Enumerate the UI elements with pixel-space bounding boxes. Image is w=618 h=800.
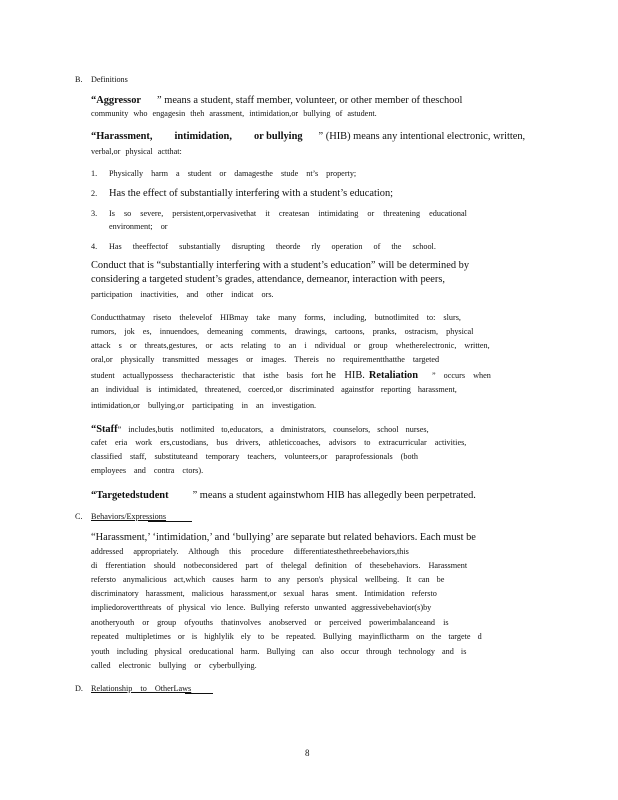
staff-definition-line1 (91, 423, 429, 436)
section-c-letter: C. (75, 512, 83, 521)
list-item-number: 1. (91, 169, 98, 178)
aggressor-def-text: ” means a student, staff member, volunteer, or other member of theschool (157, 95, 463, 106)
list-item: Has theeffectof substantially disrupting theorde rly operation of the school. (109, 242, 436, 251)
retaliation-term: Retaliation (368, 370, 418, 381)
list-item-number: 4. (91, 242, 98, 251)
list-item-number: 2. (91, 189, 98, 198)
para2-line: attack s or threats,gestures, or acts relating to an i ndividual or group whetherelectronic, written, (91, 341, 490, 350)
hib-term-1: “Harassment, (91, 131, 153, 142)
staff-definition-line4: employees and contra ctors). (91, 466, 204, 475)
aggressor-definition-line2: community who engagesin theh arassment, intimidation,or bullying of astudent. (91, 109, 377, 118)
section-d-underline (185, 693, 213, 694)
list-item-number: 3. (91, 209, 98, 218)
conduct-line2: considering a targeted student’s grades, attendance, demeanor, interaction with peers, (91, 274, 445, 285)
aggressor-term: “Aggressor (91, 95, 142, 106)
para2-line: an individual is intimidated, threatened, coerced,or discriminated againstfor reporting harassment, (91, 385, 457, 394)
hib-abbrev: he HIB. (326, 370, 365, 381)
section-c-underline (148, 521, 192, 522)
section-c-line: repeated multipletimes or is highlylik ely to be repeated. Bullying mayinflictharm on the targete d (91, 632, 482, 641)
section-b-title: Definitions (91, 75, 128, 84)
page-number: 8 (305, 748, 310, 758)
section-c-line: youth including physical oreducational harm. Bullying can also occur through technology and is (91, 647, 467, 656)
para2-line: rumors, jok es, innuendoes, demeaning comments, drawings, cartoons, pranks, ostracism, physical (91, 327, 474, 336)
para2-line: Conductthatmay riseto thelevelof HIBmay take many forms, including, butnotlimited to: slurs, (91, 313, 461, 322)
list-item: Physically harm a student or damagesthe stude nt’s property; (109, 169, 357, 178)
section-d-letter: D. (75, 684, 83, 693)
section-c-line: refersto anymalicious act,which causes harm to any person's physical wellbeing. It can be (91, 575, 445, 584)
section-c-title: Behaviors/Expressions (91, 512, 167, 521)
para2-line: oral,or physically transmitted messages or images. Thereis no requirementthatthe targeted (91, 355, 440, 364)
section-c-line: discriminatory harassment, malicious harassment,or sexual haras sment. Intimidation refersto (91, 589, 437, 598)
section-c-line1: “Harassment,’ ‘intimidation,’ and ‘bullying’ are separate but related behaviors. Each must be (91, 532, 476, 543)
conduct-line1: Conduct that is “substantially interfering with a student’s education” will be determined by (91, 260, 470, 271)
section-b-letter: B. (75, 75, 83, 84)
targeted-definition (91, 489, 476, 502)
section-c-line: impliedorovertthreats of physical vio lence. Bullying refersto unwanted aggressivebehavior(s)by (91, 603, 432, 612)
retaliation-def: ” occurs when (431, 371, 491, 380)
section-c-line: called electronic bullying or cyberbullying. (91, 661, 257, 670)
list-item: Is so severe, persistent,orpervasivethat it createsan intimidating or threatening educational (109, 209, 467, 218)
targeted-term: “Targetedstudent (91, 490, 169, 501)
staff-term: “Staff (91, 424, 118, 435)
section-c-line: addressed appropriately. Although this procedure differentiatesthethreebehaviors,this (91, 547, 409, 556)
para2-line5-text: student actuallypossess thecharacteristic that isthe basis fort (91, 371, 323, 380)
staff-def-text: ” includes,butis notlimited to,educators, a dministrators, counselors, school nurses, (117, 425, 429, 434)
section-c-line: anotheryouth or group ofyouths thatinvolves anobserved or perceived powerimbalanceand is (91, 618, 449, 627)
hib-definition-line2: verbal,or physical actthat: (91, 147, 182, 156)
conduct-line3: participation inactivities, and other indicat ors. (91, 290, 274, 299)
aggressor-definition-line1 (91, 94, 462, 107)
list-item: Has the effect of substantially interfering with a student’s education; (109, 188, 394, 199)
staff-definition-line2: cafet eria work ers,custodians, bus drivers, athleticcoaches, advisors to extracurricular activities, (91, 438, 467, 447)
list-item-continuation: environment; or (109, 222, 168, 231)
para2-line: intimidation,or bullying,or participating in an investigation. (91, 401, 317, 410)
para2-line5 (91, 369, 491, 382)
hib-term-2: intimidation, (174, 131, 232, 142)
section-c-line: di fferentiation should notbeconsidered part of thelegal definition of thesebehaviors. Harassment (91, 561, 468, 570)
section-d-title: Relationship to OtherLaws (91, 684, 192, 693)
hib-def-text: ” (HIB) means any intentional electronic, written, (318, 131, 526, 142)
staff-definition-line3: classified staff, substituteand temporary teachers, volunteers,or paraprofessionals (both (91, 452, 418, 461)
hib-term-3: or bullying (253, 131, 303, 142)
hib-definition-line1 (91, 130, 525, 143)
targeted-def-text: ” means a student againstwhom HIB has allegedly been perpetrated. (192, 490, 476, 501)
